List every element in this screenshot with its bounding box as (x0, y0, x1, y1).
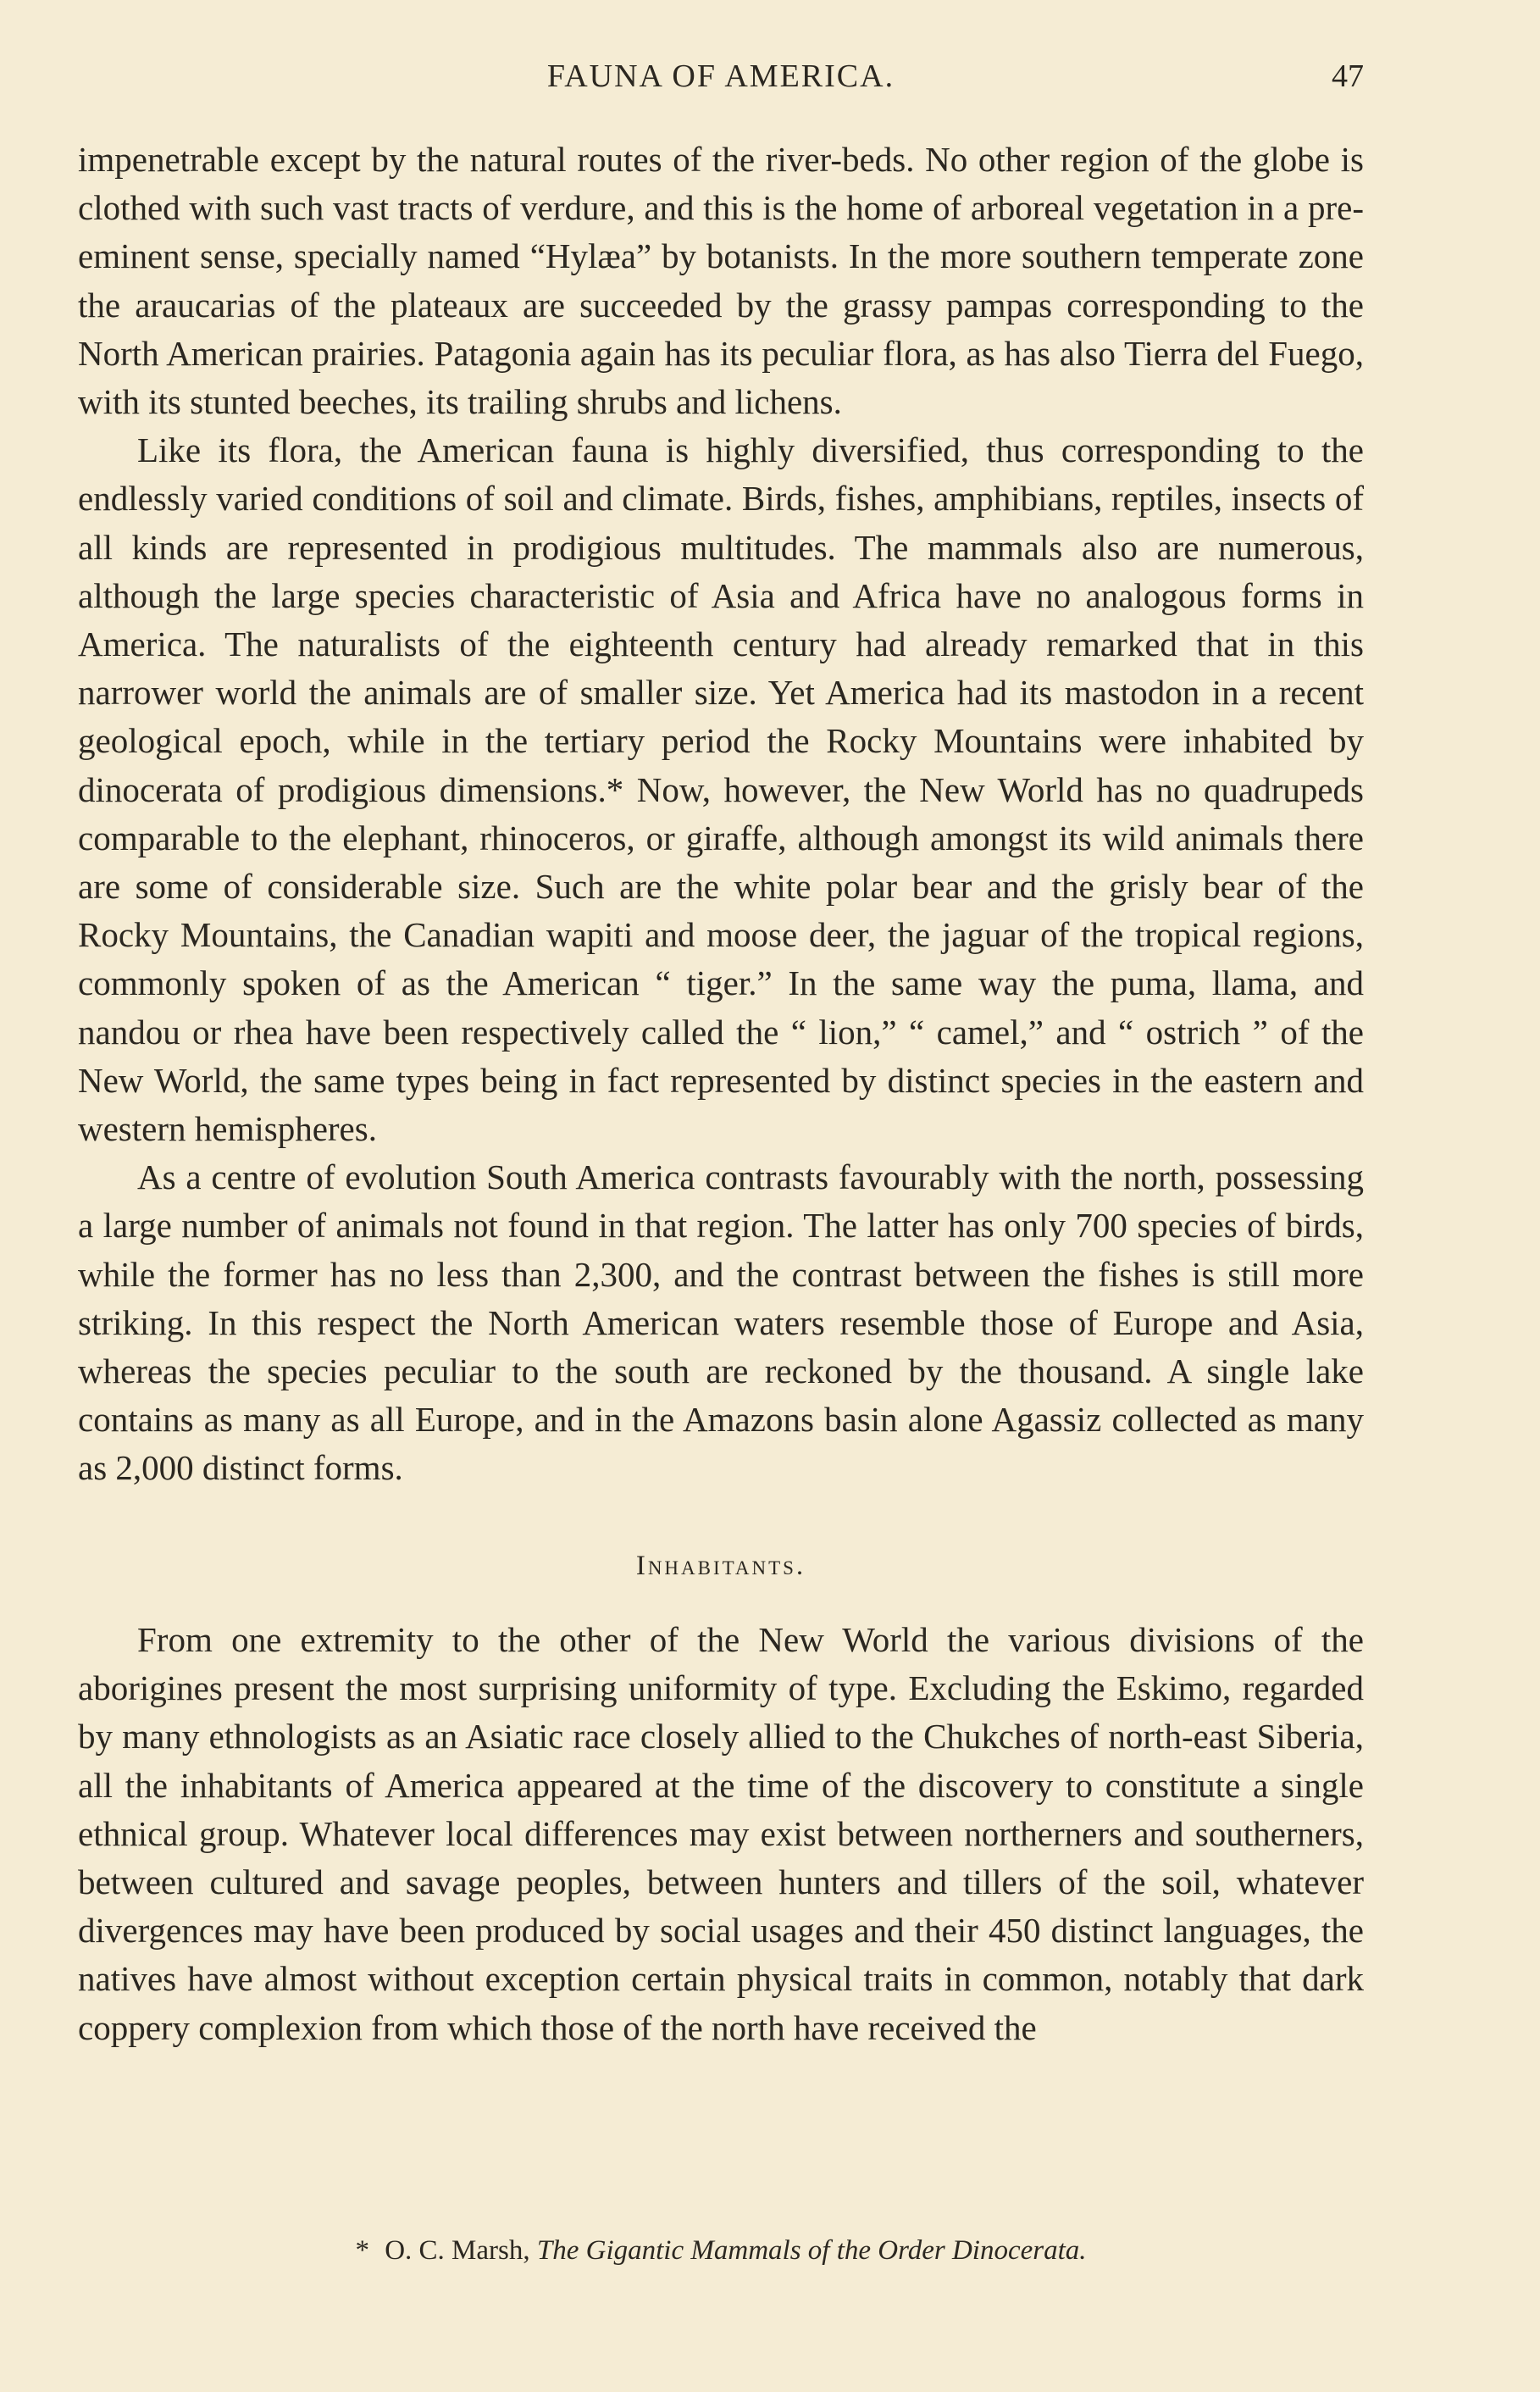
running-head (78, 58, 1364, 108)
paragraph-fauna: Like its flora, the American fauna is highly diversified, thus corresponding to the endlessly varied conditions of soil and climate. Birds, fishes, amphibians, reptiles, insects of all kinds are represented in prodigious multitudes. The mammals also are numerous, although the large species characteristic of Asia and Africa have no analogous forms in America. The naturalists of the eighteenth century had already remarked that in this narrower world the animals are of smaller size. Yet America had its mastodon in a recent geological epoch, while in the tertiary period the Rocky Mountains were inhabited by dinocerata of prodigious dimensions.* Now, however, the New World has no quadrupeds comparable to the elephant, rhinoceros, or giraffe, although amongst its wild animals there are some of considerable size. Such are the white polar bear and the grisly bear of the Rocky Mountains, the Canadian wapiti and moose deer, the jaguar of the tropical regions, commonly spoken of as the American “ tiger.” In the same way the puma, llama, and nandou or rhea have been respectively called the “ lion,” “ camel,” and “ ostrich ” of the New World, the same types being in fact represented by distinct species in the eastern and western hemispheres. (78, 430, 1364, 1149)
footnote (78, 2235, 1364, 2267)
page-number: 47 (1332, 58, 1364, 94)
footnote-mark: * (355, 2235, 369, 2266)
paragraph-evolution: As a centre of evolution South America contrasts favourably with the north, possessing a large number of animals not found in that region. The latter has only 700 species of birds, while the former has no less than 2,300, and the contrast between the fishes is still more striking. In this respect the North American waters resemble those of Europe and Asia, whereas the species peculiar to the south are reckoned by the thousand. A single lake contains as many as all Europe, and in the Amazons basin alone Agassiz collected as many as 2,000 distinct forms. (78, 1157, 1364, 1488)
running-title: FAUNA OF AMERICA. (546, 58, 895, 94)
section-heading: Inhabitants. (635, 1550, 806, 1581)
body-text (78, 136, 1364, 2052)
paragraph-continued: impenetrable except by the natural routes of the river-beds. No other region of the globe is clothed with such vast tracts of verdure, and this is the home of arboreal vegetation in a pre-eminent sense, specially named “Hylæa” by botanists. In the more southern temperate zone the araucarias of the plateaux are succeeded by the grassy pampas corresponding to the North American prairies. Patagonia again has its peculiar flora, as has also Tierra del Fuego, with its stunted beeches, its trailing shrubs and lichens. (78, 140, 1364, 422)
paragraph-inhabitants: From one extremity to the other of the New World the various divisions of the aborigines present the most surprising uniformity of type. Excluding the Eskimo, regarded by many ethnologists as an Asiatic race closely allied to the Chukches of north-east Siberia, all the inhabitants of America appeared at the time of the discovery to constitute a single ethnical group. Whatever local differences may exist between northerners and southerners, between cultured and savage peoples, between hunters and tillers of the soil, whatever divergences may have been produced by social usages and their 450 distinct languages, the natives have almost without exception certain physical traits in common, notably that dark coppery complexion from which those of the north have received the (78, 1619, 1364, 2047)
footnote-work-title: The Gigantic Mammals of the Order Dinocerata. (536, 2235, 1087, 2266)
footnote-author: O. C. Marsh, (385, 2235, 530, 2266)
